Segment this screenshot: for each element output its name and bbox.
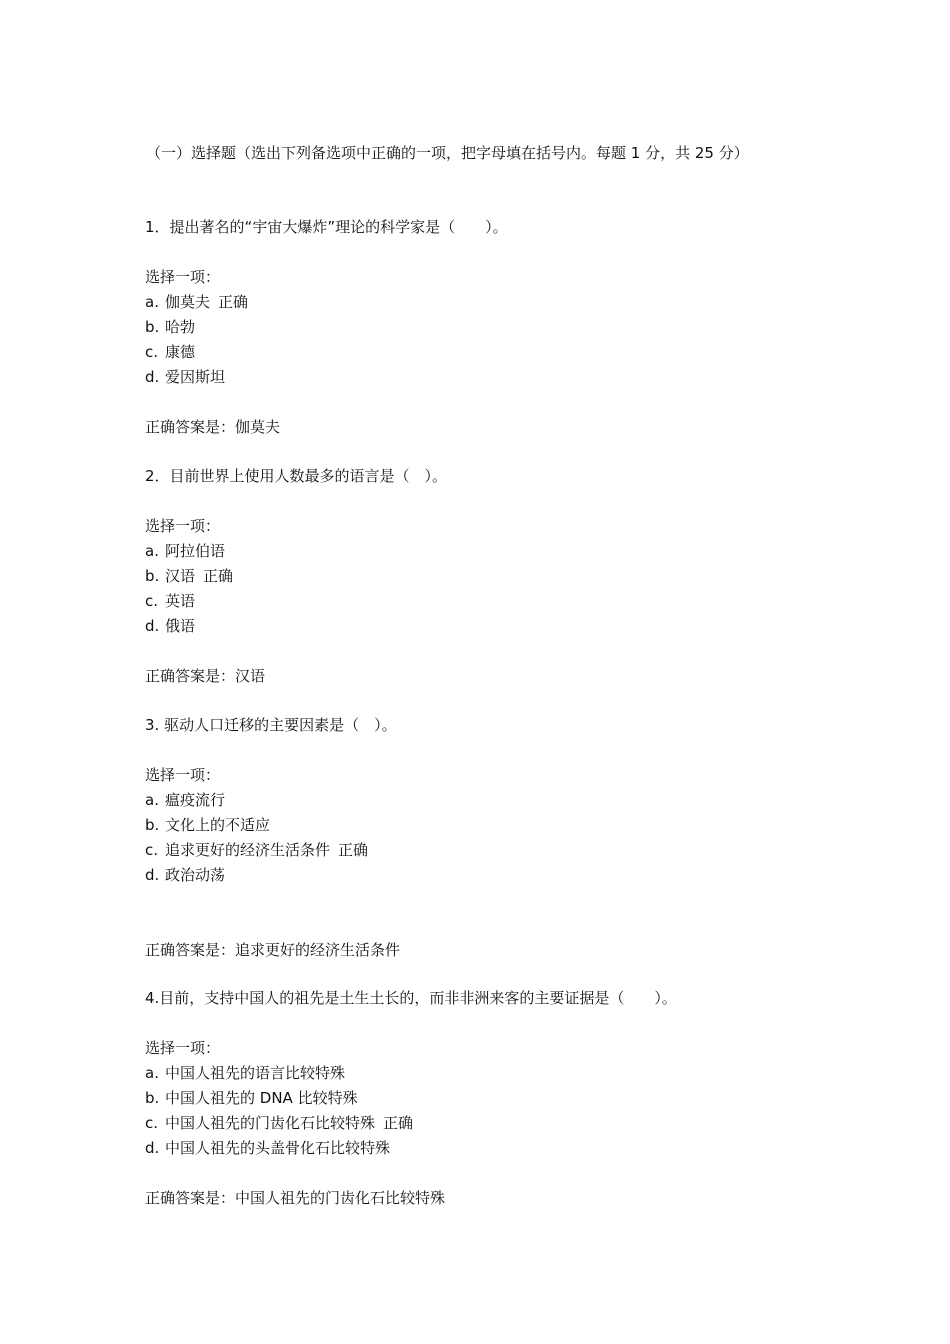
option-text: 中国人祖先的 DNA 比较特殊 — [165, 1089, 358, 1107]
correct-mark: 正确 — [218, 293, 249, 311]
option-text: 政治动荡 — [165, 866, 226, 884]
choose-prompt: 选择一项： — [145, 268, 221, 286]
option-text: 汉语 — [165, 567, 196, 585]
option-text: 中国人祖先的头盖骨化石比较特殊 — [165, 1139, 391, 1157]
spacer — [145, 639, 905, 664]
option-text: 中国人祖先的门齿化石比较特殊 — [165, 1114, 376, 1132]
option-letter: b. — [145, 816, 160, 834]
option-letter: c. — [145, 841, 159, 859]
option-a — [145, 290, 905, 315]
option-c — [145, 838, 905, 863]
option-text: 阿拉伯语 — [165, 542, 226, 560]
question-3 — [145, 713, 905, 963]
option-letter: b. — [145, 567, 160, 585]
option-c — [145, 1111, 905, 1136]
option-text: 哈勃 — [165, 318, 196, 336]
option-b — [145, 1086, 905, 1111]
question-2 — [145, 464, 905, 689]
option-text: 追求更好的经济生活条件 — [165, 841, 331, 859]
option-text: 瘟疫流行 — [165, 791, 226, 809]
correct-answer: 正确答案是：汉语 — [145, 667, 266, 685]
option-letter: a. — [145, 1064, 159, 1082]
spacer — [145, 738, 905, 763]
section-title: （一）选择题（选出下列备选项中正确的一项，把字母填在括号内。每题 1 分，共 25 分） — [146, 144, 749, 162]
option-letter: d. — [145, 866, 160, 884]
question-stem: 1．提出著名的“宇宙大爆炸”理论的科学家是（ ）。 — [145, 218, 508, 236]
spacer — [145, 240, 905, 265]
correct-mark: 正确 — [203, 567, 234, 585]
option-text: 俄语 — [165, 617, 196, 635]
correct-answer: 正确答案是：伽莫夫 — [145, 418, 281, 436]
option-d — [145, 1136, 905, 1161]
option-b — [145, 315, 905, 340]
spacer — [145, 1011, 905, 1036]
option-letter: d. — [145, 1139, 160, 1157]
option-c — [145, 589, 905, 614]
question-stem: 2．目前世界上使用人数最多的语言是（ ）。 — [145, 467, 448, 485]
option-text: 中国人祖先的语言比较特殊 — [165, 1064, 346, 1082]
choose-prompt: 选择一项： — [145, 517, 221, 535]
option-b — [145, 564, 905, 589]
option-text: 康德 — [165, 343, 196, 361]
spacer — [145, 888, 905, 938]
option-letter: b. — [145, 318, 160, 336]
option-d — [145, 614, 905, 639]
correct-answer: 正确答案是：追求更好的经济生活条件 — [145, 941, 401, 959]
correct-mark: 正确 — [338, 841, 369, 859]
option-text: 英语 — [165, 592, 196, 610]
option-text: 爱因斯坦 — [165, 368, 226, 386]
option-text: 伽莫夫 — [165, 293, 211, 311]
option-d — [145, 365, 905, 390]
choose-prompt: 选择一项： — [145, 766, 221, 784]
question-1 — [145, 215, 905, 440]
spacer — [145, 390, 905, 415]
question-stem: 3. 驱动人口迁移的主要因素是（ ）。 — [145, 716, 397, 734]
option-letter: a. — [145, 542, 159, 560]
option-c — [145, 340, 905, 365]
correct-answer: 正确答案是：中国人祖先的门齿化石比较特殊 — [145, 1189, 446, 1207]
question-4 — [145, 986, 905, 1211]
option-letter: a. — [145, 293, 159, 311]
option-letter: c. — [145, 592, 159, 610]
option-letter: d. — [145, 617, 160, 635]
option-letter: b. — [145, 1089, 160, 1107]
option-letter: c. — [145, 1114, 159, 1132]
correct-mark: 正确 — [383, 1114, 414, 1132]
spacer — [145, 1161, 905, 1186]
option-text: 文化上的不适应 — [165, 816, 271, 834]
spacer — [145, 489, 905, 514]
option-letter: d. — [145, 368, 160, 386]
option-d — [145, 863, 905, 888]
choose-prompt: 选择一项： — [145, 1039, 221, 1057]
option-a — [145, 788, 905, 813]
option-letter: c. — [145, 343, 159, 361]
option-letter: a. — [145, 791, 159, 809]
option-a — [145, 539, 905, 564]
question-stem: 4.目前，支持中国人的祖先是土生土长的，而非非洲来客的主要证据是（ ）。 — [145, 989, 677, 1007]
option-a — [145, 1061, 905, 1086]
option-b — [145, 813, 905, 838]
